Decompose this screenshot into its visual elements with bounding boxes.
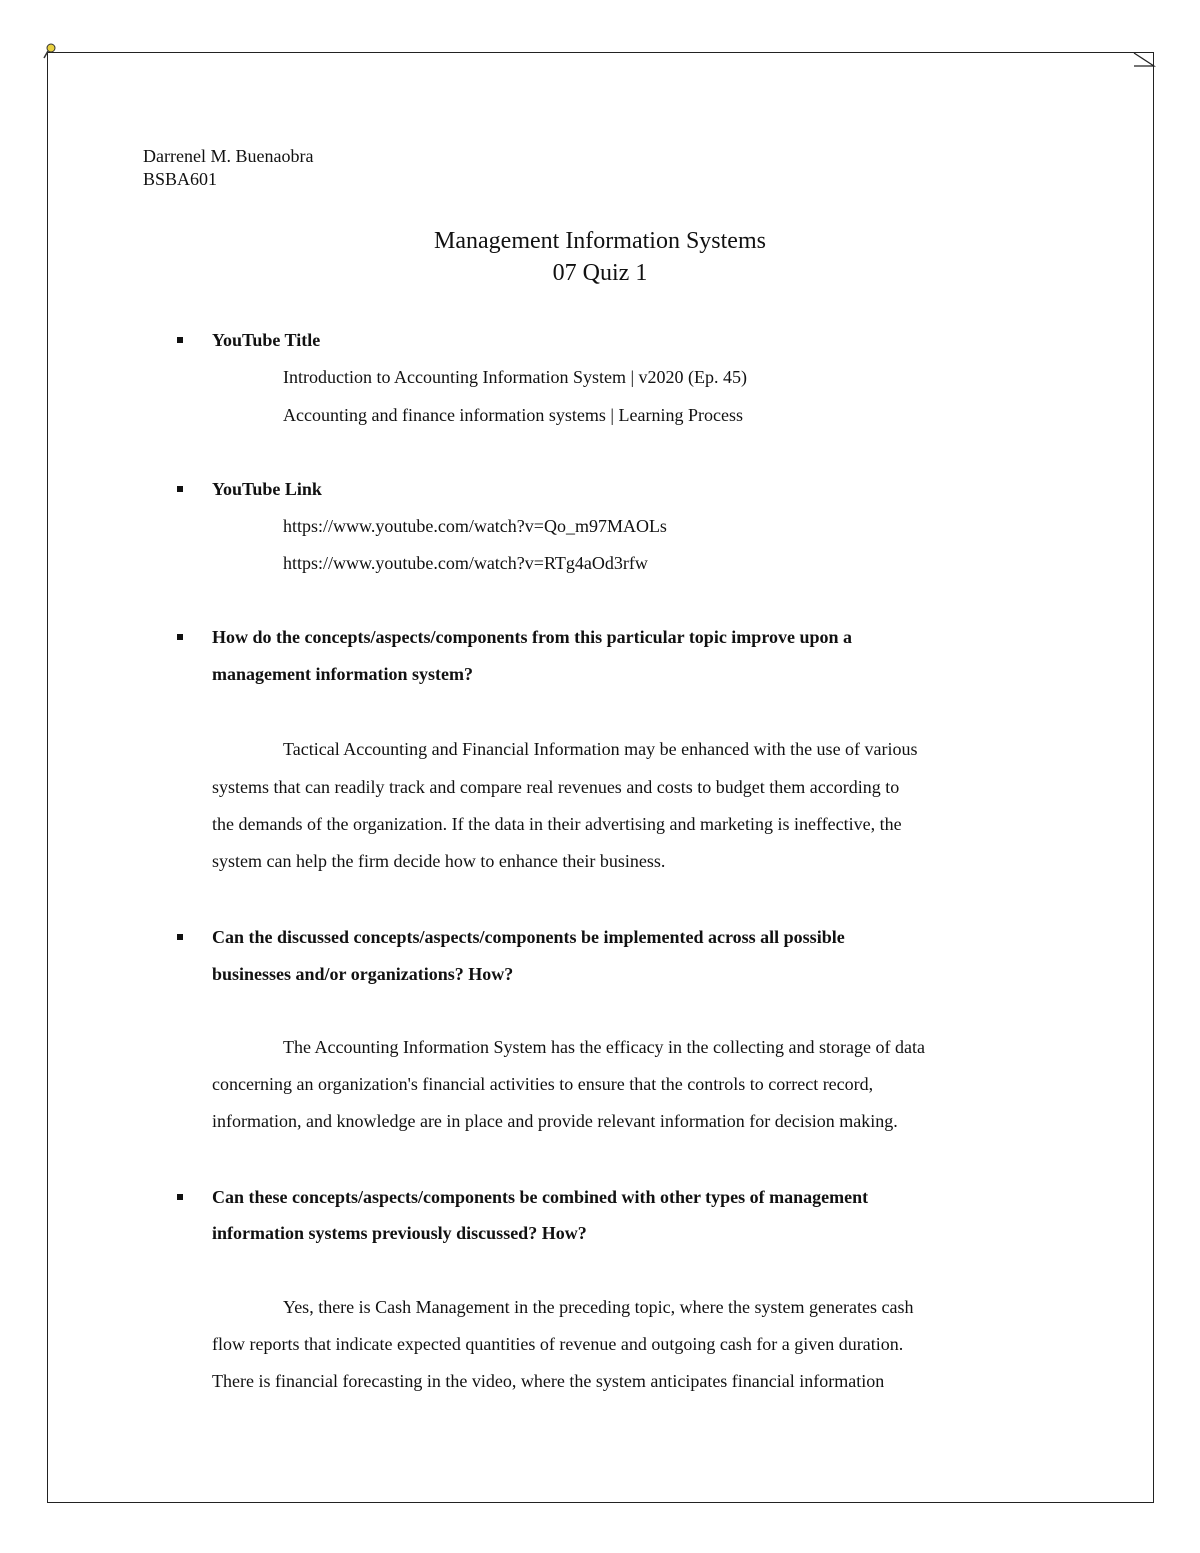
answer-line: flow reports that indicate expected quantities of revenue and outgoing cash for a given duration. xyxy=(212,1334,904,1354)
question-heading: businesses and/or organizations? How? xyxy=(212,964,514,984)
bullet-marker xyxy=(177,337,183,343)
question-heading: information systems previously discussed? How? xyxy=(212,1223,587,1243)
bullet-marker xyxy=(177,934,183,940)
section-heading: YouTube Title xyxy=(212,330,321,350)
answer-line: system can help the firm decide how to enhance their business. xyxy=(212,851,666,871)
bullet-marker xyxy=(177,1194,183,1200)
document-subtitle: 07 Quiz 1 xyxy=(552,260,648,286)
section-heading: YouTube Link xyxy=(212,479,322,499)
page-fold-icon xyxy=(1132,52,1156,68)
student-section: BSBA601 xyxy=(143,169,218,189)
answer-line: There is financial forecasting in the video, where the system anticipates financial information xyxy=(212,1371,885,1391)
bullet-marker xyxy=(177,634,183,640)
youtube-link-1: https://www.youtube.com/watch?v=Qo_m97MAOLs xyxy=(283,516,667,536)
student-name: Darrenel M. Buenaobra xyxy=(143,146,314,166)
answer-line: information, and knowledge are in place and provide relevant information for decision making. xyxy=(212,1111,898,1131)
youtube-title-1: Introduction to Accounting Information System | v2020 (Ep. 45) xyxy=(283,367,748,387)
pushpin-icon xyxy=(42,42,58,60)
question-heading: How do the concepts/aspects/components from this particular topic improve upon a xyxy=(212,627,853,647)
answer-line: concerning an organization's financial activities to ensure that the controls to correct record, xyxy=(212,1074,874,1094)
youtube-title-2: Accounting and finance information systems | Learning Process xyxy=(283,405,743,425)
youtube-link-2: https://www.youtube.com/watch?v=RTg4aOd3rfw xyxy=(283,553,648,573)
answer-line: The Accounting Information System has the efficacy in the collecting and storage of data xyxy=(283,1037,925,1057)
answer-line: systems that can readily track and compare real revenues and costs to budget them according to xyxy=(212,777,900,797)
document-title: Management Information Systems xyxy=(434,228,766,254)
answer-line: the demands of the organization. If the data in their advertising and marketing is ineffective, the xyxy=(212,814,902,834)
answer-line: Yes, there is Cash Management in the preceding topic, where the system generates cash xyxy=(283,1297,914,1317)
question-heading: Can these concepts/aspects/components be combined with other types of management xyxy=(212,1187,869,1207)
answer-line: Tactical Accounting and Financial Information may be enhanced with the use of various xyxy=(283,739,918,759)
question-heading: Can the discussed concepts/aspects/components be implemented across all possible xyxy=(212,927,845,947)
bullet-marker xyxy=(177,486,183,492)
question-heading: management information system? xyxy=(212,664,473,684)
